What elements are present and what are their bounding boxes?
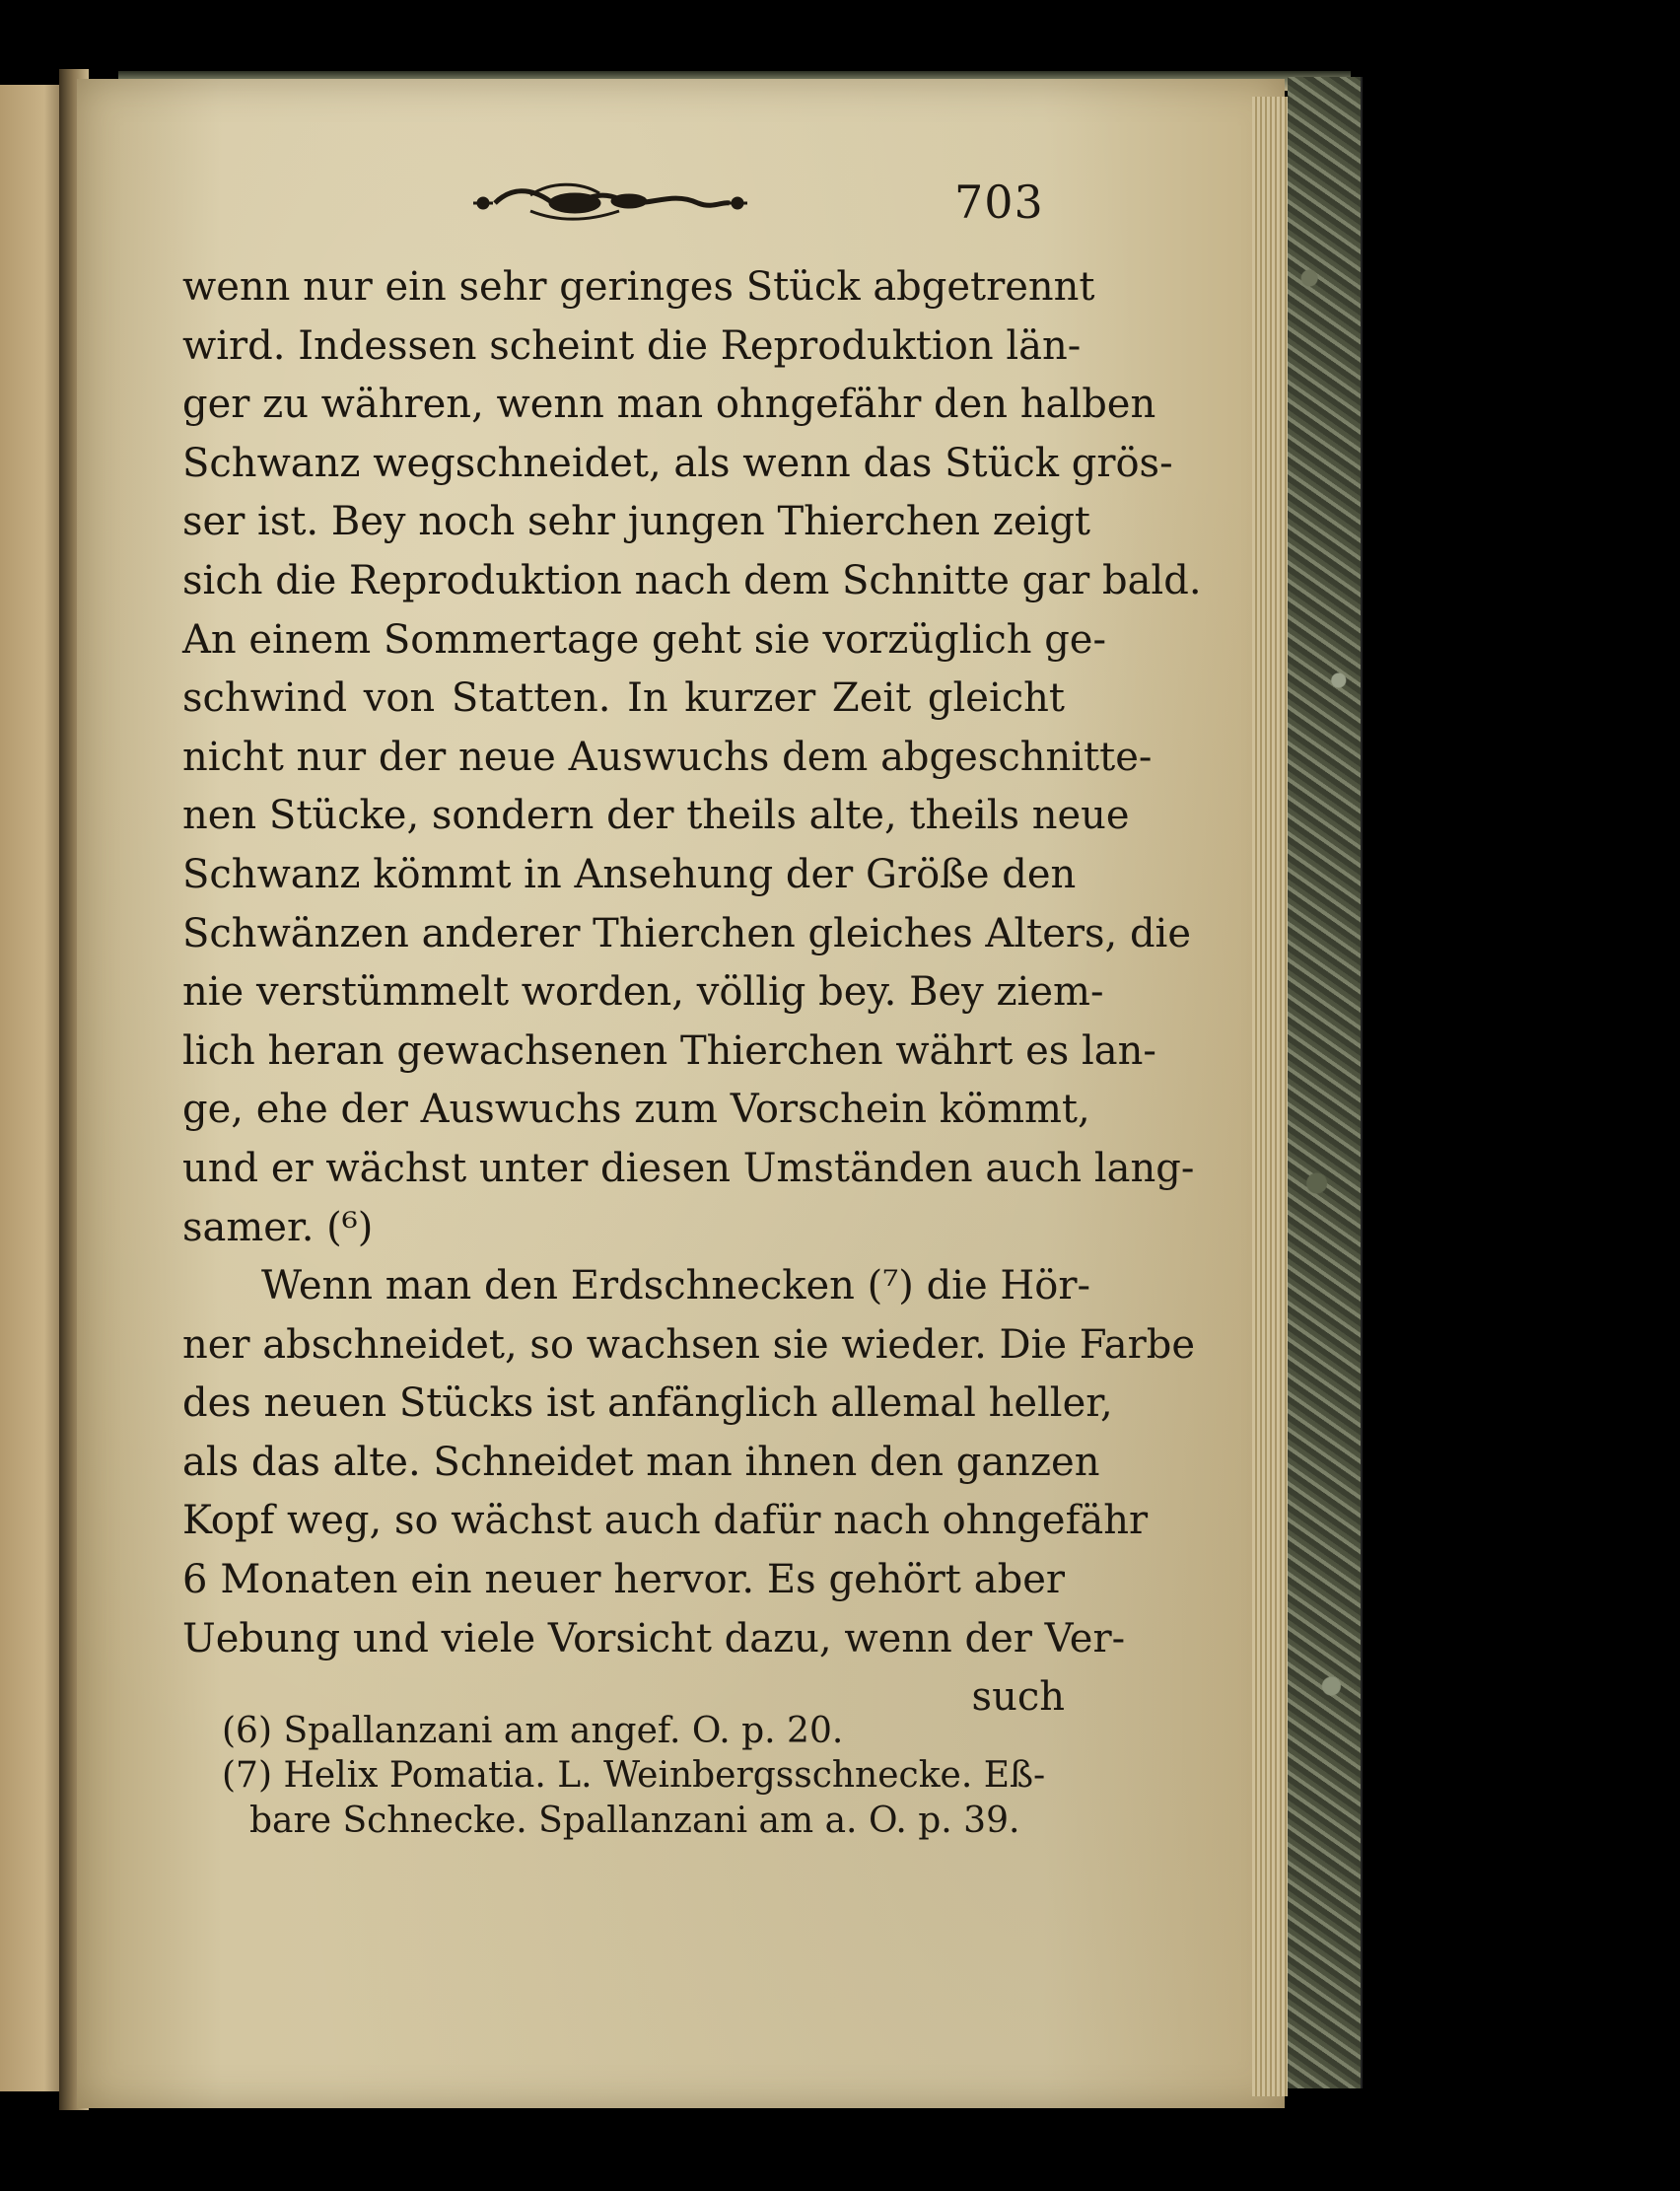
text-line: als das alte. Schneidet man ihnen den ganzen <box>182 1439 1100 1485</box>
footnote: (7) Helix Pomatia. L. Weinbergsschnecke. Eß- <box>222 1755 1046 1796</box>
body-text <box>182 258 1202 1728</box>
catchword: such <box>971 1674 1065 1721</box>
text-line: ger zu währen, wenn man ohngefähr den halben <box>182 382 1156 428</box>
text-line: Kopf weg, so wächst auch dafür nach ohngefähr <box>182 1498 1149 1544</box>
text-line: Schwanz wegschneidet, als wenn das Stück grös- <box>182 440 1173 486</box>
text-line: und er wächst unter diesen Umständen auch lang- <box>182 1145 1195 1191</box>
footnote: bare Schnecke. Spallanzani am a. O. p. 39. <box>249 1801 1020 1841</box>
text-line: wird. Indessen scheint die Reproduktion län- <box>182 322 1082 369</box>
text-line: ner abschneidet, so wachsen sie wieder. Die Farbe <box>182 1321 1196 1368</box>
footnote: (6) Spallanzani am angef. O. p. 20. <box>222 1711 844 1751</box>
text-line: des neuen Stücks ist anfänglich allemal heller, <box>182 1380 1113 1427</box>
text-line: wenn nur ein sehr geringes Stück abgetrennt <box>182 264 1095 310</box>
text-line: Schwanz kömmt in Ansehung der Größe den <box>182 851 1077 897</box>
text-line: lich heran gewachsenen Thierchen währt es lan- <box>182 1027 1156 1074</box>
text-line: nen Stücke, sondern der theils alte, theils neue <box>182 793 1130 839</box>
text-line: ge, ehe der Auswuchs zum Vorschein kömmt, <box>182 1087 1090 1133</box>
printers-ornament-icon <box>471 177 749 229</box>
text-line: An einem Sommertage geht sie vorzüglich ge- <box>182 616 1106 663</box>
text-line: nie verstümmelt worden, völlig bey. Bey ziem- <box>182 969 1104 1016</box>
marbled-cover-icon <box>1288 77 1363 2088</box>
page-number: 703 <box>954 176 1044 229</box>
text-line: sich die Reproduktion nach dem Schnitte gar bald. <box>182 557 1202 603</box>
text-line: Uebung und viele Vorsicht dazu, wenn der Ver- <box>182 1615 1126 1661</box>
text-line: samer. (⁶) <box>182 1204 374 1250</box>
text-line: 6 Monaten ein neuer hervor. Es gehört aber <box>182 1557 1065 1603</box>
page-block-edges <box>1252 97 1288 2096</box>
text-line: schwind von Statten. In kurzer Zeit gleicht <box>182 675 1065 722</box>
text-line: ser ist. Bey noch sehr jungen Thierchen zeigt <box>182 499 1090 545</box>
text-line: Wenn man den Erdschnecken (⁷) die Hör- <box>261 1263 1090 1309</box>
text-line: nicht nur der neue Auswuchs dem abgeschnitte- <box>182 734 1153 780</box>
text-line: Schwänzen anderer Thierchen gleiches Alters, die <box>182 910 1192 956</box>
